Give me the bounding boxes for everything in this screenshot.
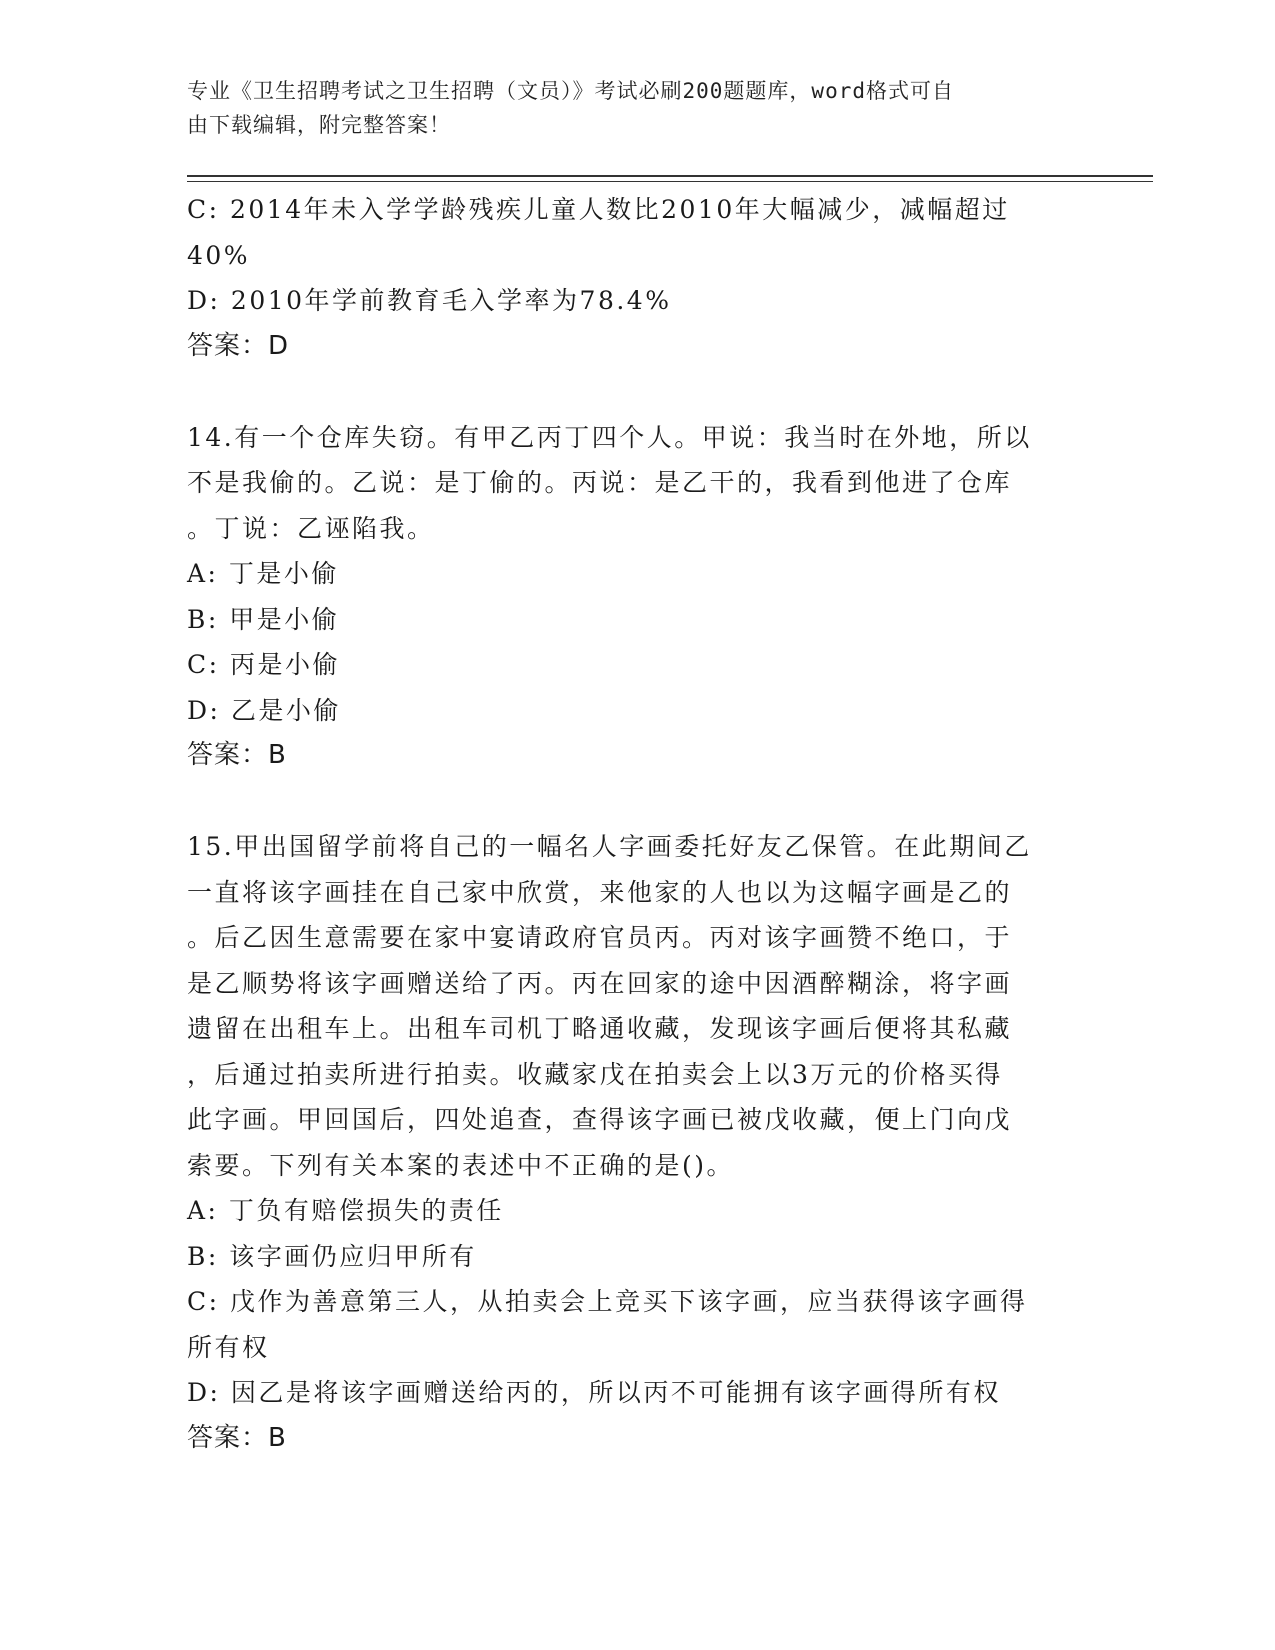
spacer (187, 779, 1067, 825)
document-body (187, 187, 1067, 1461)
q15-option-b: B: 该字画仍应归甲所有 (187, 1241, 477, 1271)
q13-option-d: D: 2010年学前教育毛入学率为78.4% (187, 286, 672, 315)
q14-stem-line-2: 不是我偷的。乙说：是丁偷的。丙说：是乙干的，我看到他进了仓库 (187, 468, 1013, 497)
q15-stem-line-1: 15.甲出国留学前将自己的一幅名人字画委托好友乙保管。在此期间乙 (187, 832, 1032, 861)
header-line-1: 专业《卫生招聘考试之卫生招聘（文员）》考试必刷200题题库，word格式可自 (187, 79, 954, 103)
q14-option-a: A: 丁是小偷 (187, 559, 339, 588)
header-divider-thick (187, 175, 1153, 177)
q15-stem-line-4: 是乙顺势将该字画赠送给了丙。丙在回家的途中因酒醉糊涂，将字画 (187, 968, 1013, 998)
q14-option-c: C: 丙是小偷 (187, 650, 340, 679)
q15-stem-line-3: 。后乙因生意需要在家中宴请政府官员丙。丙对该字画赞不绝口，于 (187, 923, 1013, 952)
q15-stem-line-7: 此字画。甲回国后，四处追查，查得该字画已被戊收藏，便上门向戊 (187, 1105, 1013, 1134)
q14-option-d: D: 乙是小偷 (187, 695, 341, 725)
q15-stem-line-8: 索要。下列有关本案的表述中不正确的是()。 (187, 1150, 735, 1180)
q15-option-c-line-1: C: 戊作为善意第三人，从拍卖会上竞买下该字画，应当获得该字画得 (187, 1287, 1028, 1316)
q13-option-c-line-2: 40% (187, 240, 251, 270)
q14-stem-line-3: 。丁说：乙诬陷我。 (187, 513, 435, 543)
q15-option-d: D: 因乙是将该字画赠送给丙的，所以丙不可能拥有该字画得所有权 (187, 1378, 1001, 1407)
header-line-2: 由下载编辑，附完整答案！ (187, 113, 451, 137)
q15-stem-line-6: ，后通过拍卖所进行拍卖。收藏家戊在拍卖会上以3万元的价格买得 (187, 1059, 1003, 1089)
spacer (187, 369, 1067, 415)
header-divider-thin (187, 181, 1153, 182)
page-header (187, 74, 1067, 142)
q15-option-a: A: 丁负有赔偿损失的责任 (187, 1196, 504, 1225)
q15-stem-line-5: 遗留在出租车上。出租车司机丁略通收藏，发现该字画后便将其私藏 (187, 1014, 1013, 1043)
q14-stem-line-1: 14.有一个仓库失窃。有甲乙丙丁四个人。甲说：我当时在外地，所以 (187, 422, 1032, 452)
question-13 (187, 187, 1067, 369)
q13-option-c-line-1: C: 2014年未入学学龄残疾儿童人数比2010年大幅减少，减幅超过 (187, 195, 1010, 224)
q14-answer: 答案：B (187, 740, 287, 770)
q13-answer: 答案：D (187, 330, 290, 361)
q15-option-c-line-2: 所有权 (187, 1332, 270, 1362)
question-15 (187, 824, 1067, 1461)
question-14 (187, 415, 1067, 779)
q15-stem-line-2: 一直将该字画挂在自己家中欣赏，来他家的人也以为这幅字画是乙的 (187, 877, 1013, 907)
q15-answer: 答案：B (187, 1422, 287, 1453)
q14-option-b: B: 甲是小偷 (187, 604, 340, 634)
